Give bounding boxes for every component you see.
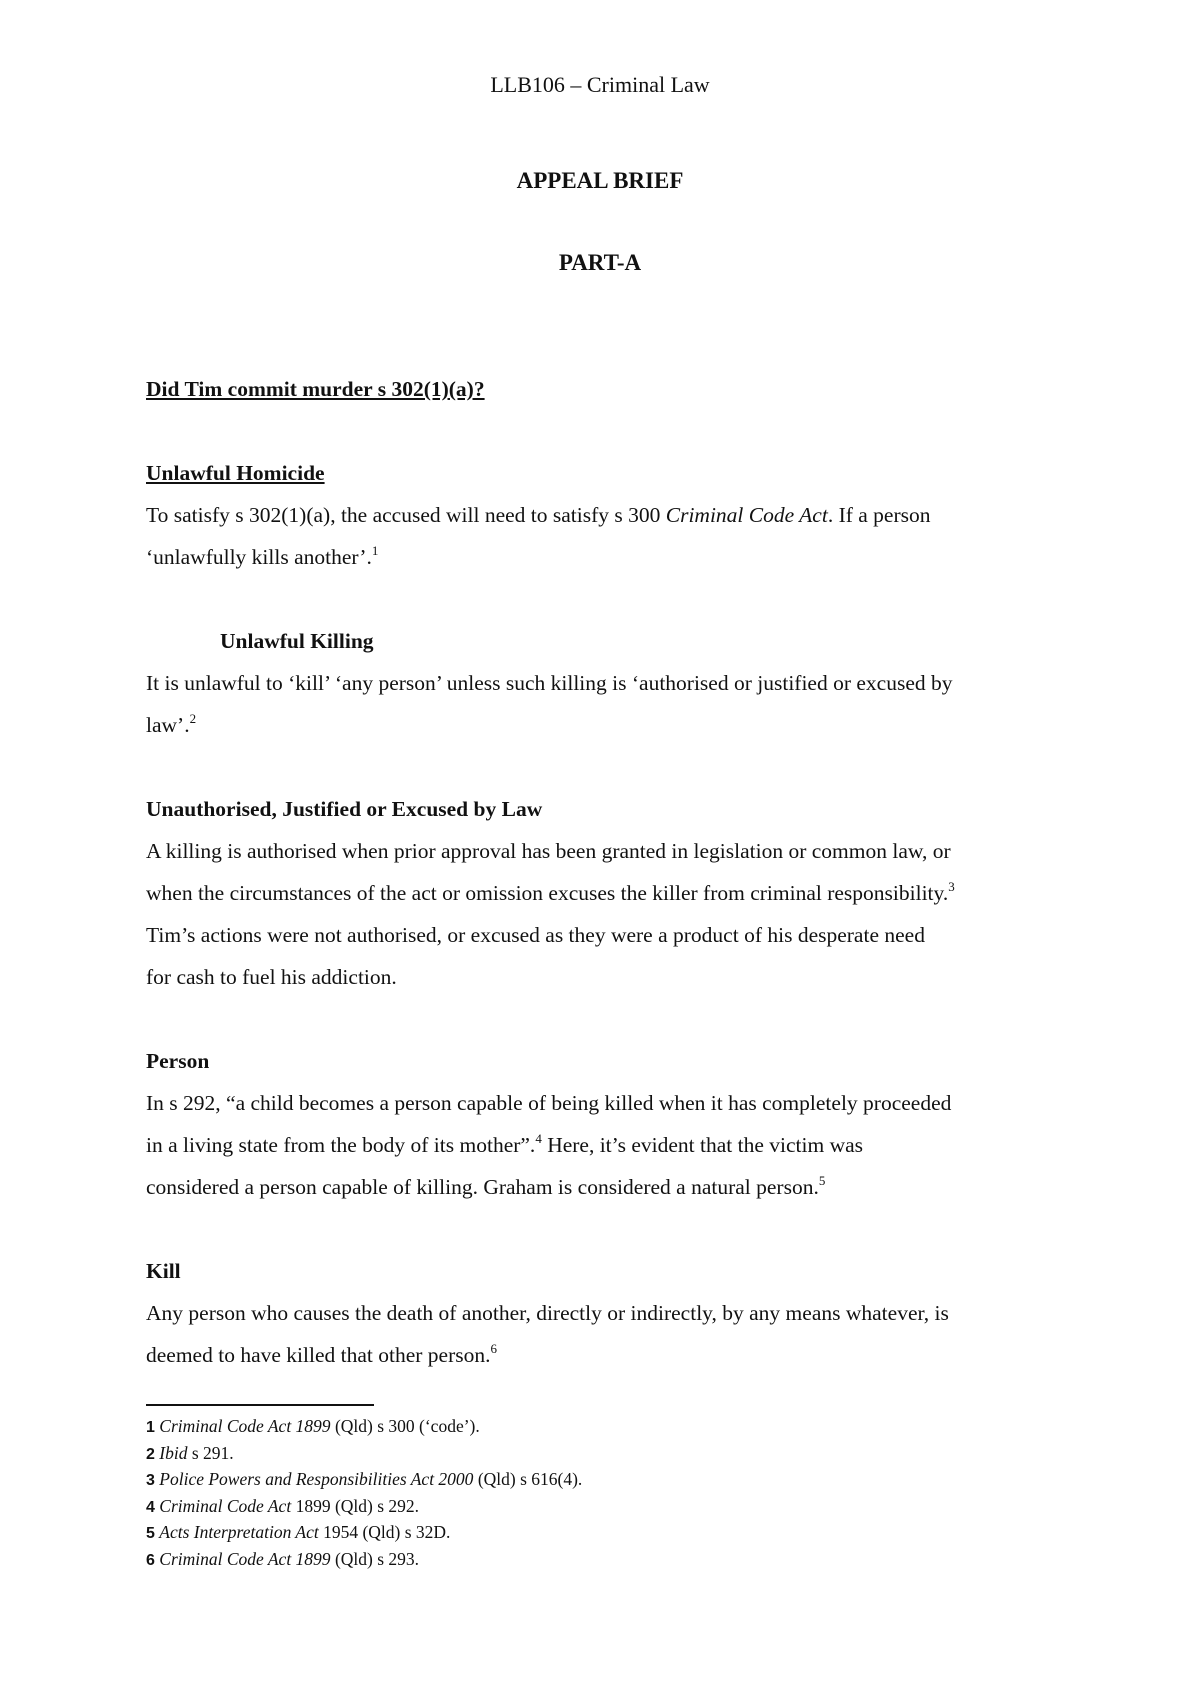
footnote-ref-1[interactable]: 1 — [371, 543, 379, 558]
footnote-5: 5 Acts Interpretation Act 1954 (Qld) s 32D. — [146, 1522, 451, 1542]
unauthorised-line-3: Tim’s actions were not authorised, or excused as they were a product of his desperate need — [146, 923, 925, 947]
unlawful-killing-line-2: law’.$^2$ — [146, 711, 197, 737]
unauthorised-heading: Unauthorised, Justified or Excused by Law — [146, 797, 543, 821]
footnote-3: 3 Police Powers and Responsibilities Act 2000 (Qld) s 616(4). — [146, 1469, 583, 1489]
footnote-ref-3[interactable]: 3 — [948, 879, 955, 894]
footnote-ref-5[interactable]: 5 — [818, 1173, 826, 1188]
question-heading: Did Tim commit murder s 302(1)(a)? — [146, 377, 485, 401]
footnote-1: 1 Criminal Code Act 1899 (Qld) s 300 (‘code’). — [146, 1416, 480, 1436]
footnote-6: 6 Criminal Code Act 1899 (Qld) s 293. — [146, 1548, 420, 1569]
footnote-separator — [146, 1404, 374, 1406]
footnote-2: 2 Ibid s 291. — [146, 1442, 234, 1463]
unlawful-homicide-line-1: To satisfy s 302(1)(a), the accused will need to satisfy s 300 Criminal Code Act. If a person — [146, 503, 931, 527]
unlawful-killing-line-1: It is unlawful to ‘kill’ ‘any person’ unless such killing is ‘authorised or justified or excused by — [146, 671, 953, 695]
kill-heading: Kill — [146, 1259, 181, 1283]
person-line-1: In s 292, “a child becomes a person capable of being killed when it has completely proceeded — [146, 1091, 952, 1115]
footnote-ref-6[interactable]: 6 — [490, 1341, 497, 1356]
unlawful-homicide-heading: Unlawful Homicide — [146, 461, 325, 485]
unlawful-homicide-line-2: ‘unlawfully kills another’.$^1$ — [146, 543, 379, 569]
footnote-ref-4[interactable]: 4 — [535, 1131, 542, 1146]
kill-line-2: deemed to have killed that other person.$^6$ — [146, 1341, 497, 1367]
unlawful-killing-heading: Unlawful Killing — [220, 629, 374, 653]
part-title: PART-A — [558, 250, 642, 275]
footnote-4: 4 Criminal Code Act 1899 (Qld) s 292. — [146, 1495, 420, 1516]
document-title: APPEAL BRIEF — [516, 168, 684, 193]
unauthorised-line-1: A killing is authorised when prior approval has been granted in legislation or common law, or — [146, 839, 951, 863]
unauthorised-line-2: when the circumstances of the act or omission excuses the killer from criminal responsibility.$^3$ — [146, 879, 955, 905]
kill-line-1: Any person who causes the death of another, directly or indirectly, by any means whatever, is — [146, 1301, 949, 1325]
footnotes — [146, 1404, 1066, 1573]
unauthorised-line-4: for cash to fuel his addiction. — [146, 965, 397, 989]
running-header: LLB106 – Criminal Law — [490, 72, 710, 97]
person-heading: Person — [146, 1049, 210, 1073]
document-body — [146, 368, 1066, 1376]
person-line-2: in a living state from the body of its mother”.$^4$ Here, it’s evident that the victim was — [146, 1131, 864, 1157]
footnote-ref-2[interactable]: 2 — [189, 711, 197, 726]
person-line-3: considered a person capable of killing. Graham is considered a natural person.$^5$ — [146, 1173, 826, 1199]
